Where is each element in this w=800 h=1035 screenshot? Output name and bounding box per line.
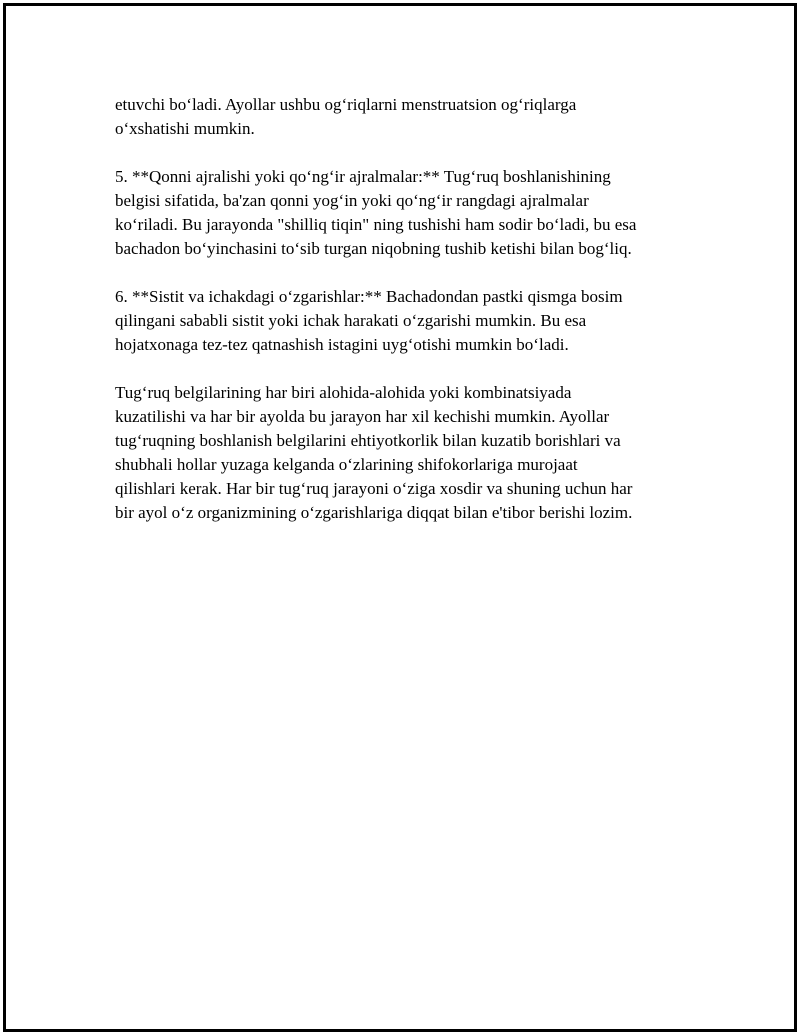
paragraph-item-5 (115, 165, 695, 261)
text-line: bachadon boʻyinchasini toʻsib turgan niqobning tushib ketishi bilan bogʻliq. (115, 239, 632, 258)
paragraph-item-6 (115, 285, 695, 357)
text-line: qilingani sababli sistit yoki ichak harakati oʻzgarishi mumkin. Bu esa (115, 311, 587, 330)
paragraph-conclusion (115, 381, 695, 525)
text-line: kuzatilishi va har bir ayolda bu jarayon har xil kechishi mumkin. Ayollar (115, 407, 610, 426)
text-line: tugʻruqning boshlanish belgilarini ehtiyotkorlik bilan kuzatib borishlari va (115, 431, 621, 450)
document-body (115, 93, 695, 549)
text-line: etuvchi boʻladi. Ayollar ushbu ogʻriqlarni menstruatsion ogʻriqlarga (115, 95, 577, 114)
text-line: koʻriladi. Bu jarayonda "shilliq tiqin" ning tushishi ham sodir boʻladi, bu esa (115, 215, 637, 234)
text-line: bir ayol oʻz organizmining oʻzgarishlariga diqqat bilan e'tibor berishi lozim. (115, 503, 633, 522)
paragraph-continuation (115, 93, 695, 141)
text-line: 6. **Sistit va ichakdagi oʻzgarishlar:** Bachadondan pastki qismga bosim (115, 287, 623, 306)
text-line: Tugʻruq belgilarining har biri alohida-alohida yoki kombinatsiyada (115, 383, 572, 402)
text-line: belgisi sifatida, ba'zan qonni yogʻin yoki qoʻngʻir rangdagi ajralmalar (115, 191, 589, 210)
text-line: shubhali hollar yuzaga kelganda oʻzlarining shifokorlariga murojaat (115, 455, 578, 474)
text-line: oʻxshatishi mumkin. (115, 119, 255, 138)
text-line: 5. **Qonni ajralishi yoki qoʻngʻir ajralmalar:** Tugʻruq boshlanishining (115, 167, 611, 186)
text-line: hojatxonaga tez-tez qatnashish istagini uygʻotishi mumkin boʻladi. (115, 335, 569, 354)
text-line: qilishlari kerak. Har bir tugʻruq jarayoni oʻziga xosdir va shuning uchun har (115, 479, 633, 498)
